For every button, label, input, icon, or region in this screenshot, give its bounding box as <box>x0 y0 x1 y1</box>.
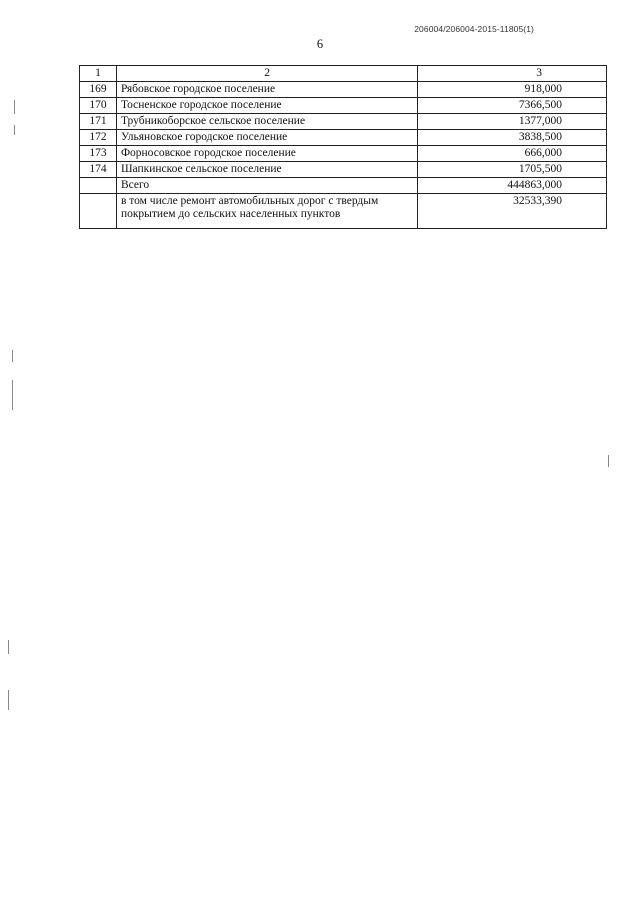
settlement-name: Ульяновское городское поселение <box>116 130 417 146</box>
document-id: 206004/206004-2015-11805(1) <box>414 24 534 34</box>
data-table <box>79 65 607 229</box>
page-number: 6 <box>316 37 324 51</box>
scan-speck <box>12 350 13 362</box>
settlement-name: Трубникоборское сельское поселение <box>116 114 417 130</box>
total-value: 444863,000 <box>418 178 607 194</box>
column-header-1: 1 <box>80 66 117 82</box>
amount-value: 7366,500 <box>418 98 607 114</box>
scan-speck <box>14 100 15 114</box>
row-number <box>80 194 117 229</box>
table-row <box>80 82 607 98</box>
table-row <box>80 98 607 114</box>
amount-value: 1377,000 <box>418 114 607 130</box>
row-number: 173 <box>80 146 117 162</box>
scan-speck <box>14 125 15 135</box>
row-number: 171 <box>80 114 117 130</box>
table-row-total <box>80 178 607 194</box>
table-row <box>80 114 607 130</box>
table-row <box>80 162 607 178</box>
including-value: 32533,390 <box>418 194 607 229</box>
scan-speck <box>8 640 9 654</box>
settlement-name: Шапкинское сельское поселение <box>116 162 417 178</box>
total-label: Всего <box>116 178 417 194</box>
row-number: 170 <box>80 98 117 114</box>
scan-speck <box>608 455 609 467</box>
column-header-3: 3 <box>418 66 607 82</box>
table-row <box>80 146 607 162</box>
row-number: 172 <box>80 130 117 146</box>
table-row <box>80 130 607 146</box>
scan-speck <box>12 380 13 410</box>
row-number <box>80 178 117 194</box>
settlement-name: Тосненское городское поселение <box>116 98 417 114</box>
settlement-name: Форносовское городское поселение <box>116 146 417 162</box>
amount-value: 3838,500 <box>418 130 607 146</box>
table-row-including <box>80 194 607 229</box>
including-label: в том числе ремонт автомобильных дорог с твердым покрытием до сельских населенных пунктов <box>116 194 417 229</box>
amount-value: 1705,500 <box>418 162 607 178</box>
amount-value: 918,000 <box>418 82 607 98</box>
column-header-2: 2 <box>116 66 417 82</box>
amount-value: 666,000 <box>418 146 607 162</box>
row-number: 174 <box>80 162 117 178</box>
scan-speck <box>8 690 9 710</box>
table-header-row <box>80 66 607 82</box>
row-number: 169 <box>80 82 117 98</box>
settlement-name: Рябовское городское поселение <box>116 82 417 98</box>
